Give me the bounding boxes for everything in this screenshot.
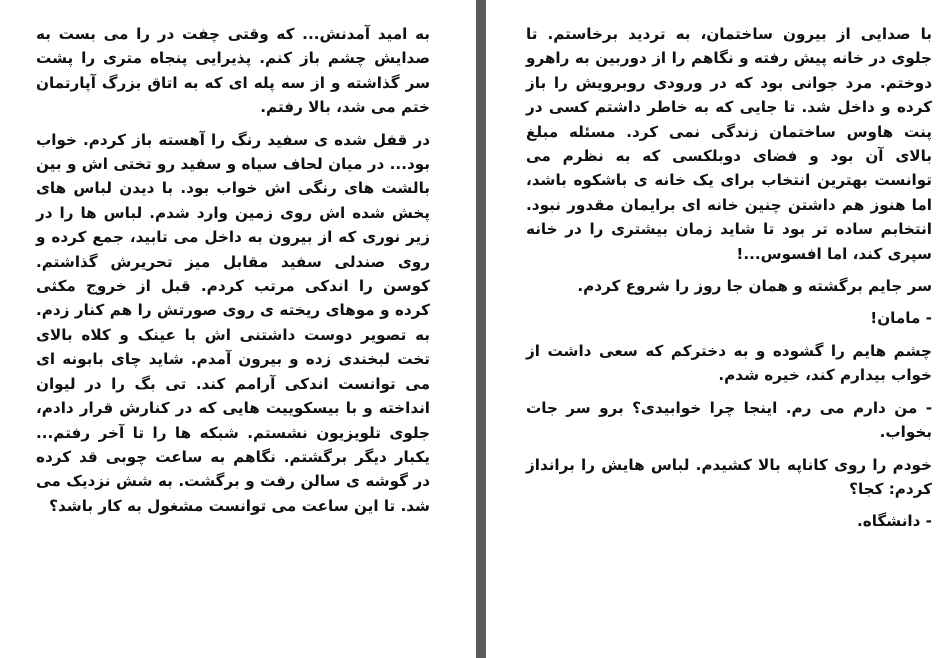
right-dialogue-1: - مامان!: [870, 309, 932, 328]
right-page: [486, 0, 944, 658]
right-paragraph-3: چشم هایم را گشوده و به دخترکم که سعی داشت از خواب بیدارم کند، خیره شدم.: [526, 341, 932, 385]
right-paragraph-1: با صدایی از بیرون ساختمان، به تردید برخاستم. تا جلوی در خانه پیش رفته و نگاهم را از دوربین به راهرو دوختم. مرد جوانی بود که در ورودی روبرویش را باز کرده و داخل شد. تا جایی که به خاطر داشتم کسی در پنت هاوس ساختمان زندگی نمی کرد. مسئله مبلغ بالای آن بود و فضای دوبلکسی که به نظرم می توانست بهترین انتخاب برای یک خانه ی باشکوه باشد، اما هنوز هم داشتن چنین خانه ای برایمان مقدور نبود. انتخابم ساده تر بود تا شاید زمان بیشتری را در خانه سپری کند، اما افسوس...!: [526, 25, 932, 263]
page-gutter: [476, 0, 486, 658]
right-dialogue-3: - دانشگاه.: [856, 512, 932, 531]
right-paragraph-4: خودم را روی کاناپه بالا کشیدم. لباس هایش را برانداز کردم: کجا؟: [526, 455, 932, 498]
left-paragraph-1: به امید آمدنش... که وقتی چفت در را می بست به صدایش چشم باز کنم. پذیرایی پنجاه متری را پشت سر گذاشته و از سه پله ای که به اتاق بزرگ آپارتمان ختم می شد، بالا رفتم.: [36, 25, 430, 117]
right-dialogue-2: - من دارم می رم. اینجا چرا خوابیدی؟ برو سر جات بخواب.: [526, 398, 932, 442]
right-paragraph-2: سر جایم برگشته و همان جا روز را شروع کردم.: [577, 277, 932, 296]
left-paragraph-2: در قفل شده ی سفید رنگ را آهسته باز کردم. خواب بود... در میان لحاف سیاه و سفید رو تختی اش و بین بالشت های رنگی اش خواب بود. با دیدن لباس های پخش شده اش روی زمین وارد شدم. لباس ها را در زیر نوری که از بیرون به داخل می تابید، جمع کرده و روی صندلی سفید مقابل میز تحریرش گذاشتم. کوسن را اندکی مرتب کردم. قبل از خروج مکثی کرده و موهای ریخته ی روی صورتش را هم کنار زدم. به تصویر دوست داشتنی اش با عینک و کلاه بالای تخت لبخندی زده و بیرون آمدم. شاید چای بابونه ای می توانست اندکی آرامم کند. تی بگ را در لیوان انداخته و با بیسکوییت هایی که در کنارش قرار دادم، جلوی تلویزیون نشستم. شبکه ها را تا آخر رفتم... یکبار دیگر برگشتم. نگاهم به ساعت چوبی قد کرده در گوشه ی سالن رفت و برگشت. به شش نزدیک می شد. تا این ساعت می توانست مشغول به کار باشد؟: [36, 130, 430, 515]
